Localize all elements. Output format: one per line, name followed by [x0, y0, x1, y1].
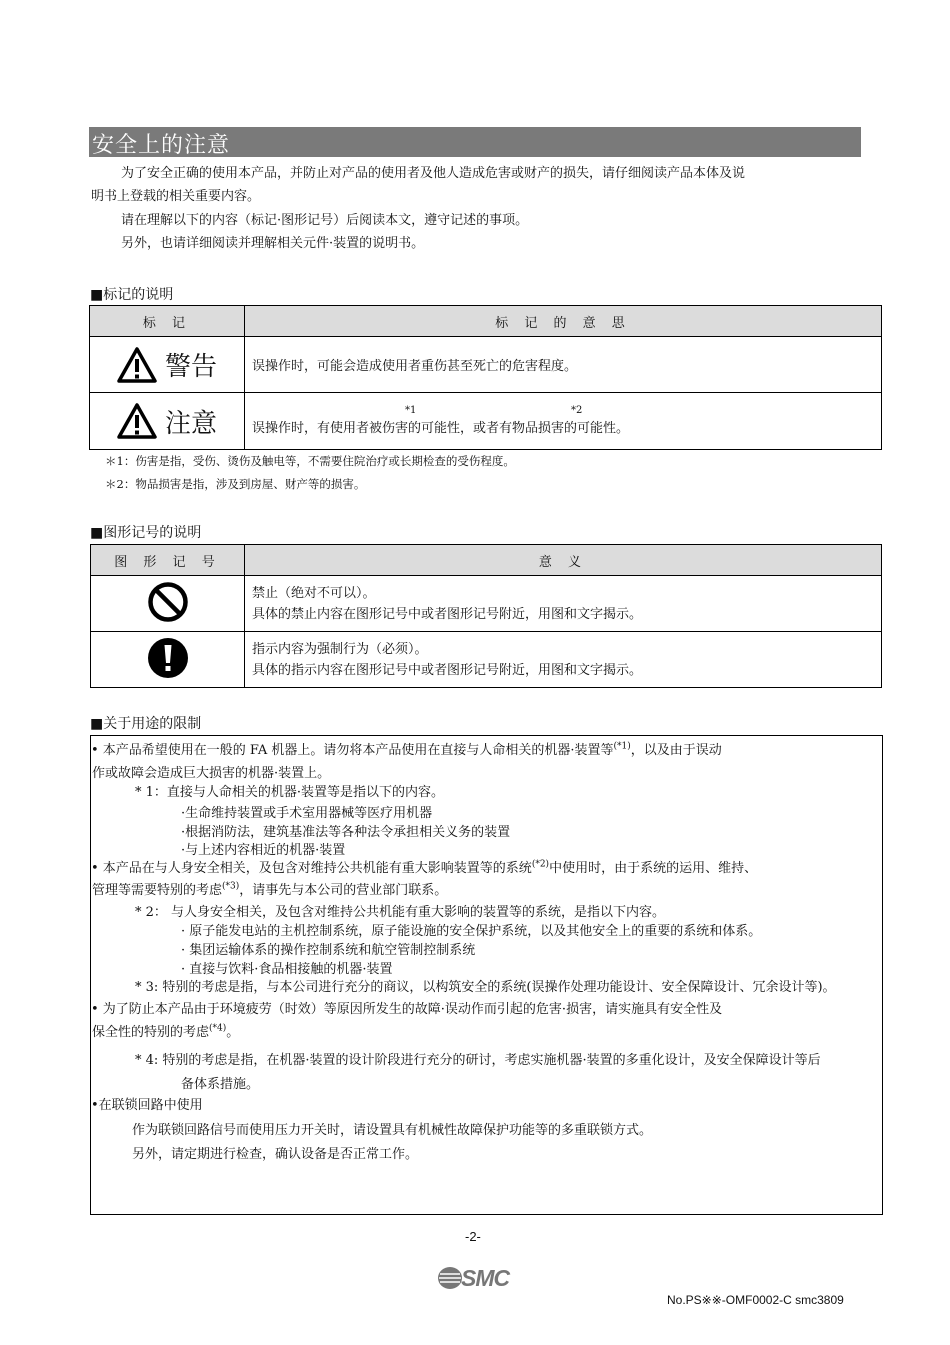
caution-label: 注意 — [164, 408, 217, 439]
usage-box — [90, 735, 883, 1215]
note-1-item-3: ·与上述内容相近的机器·装置 — [181, 843, 346, 858]
note-1-item-2: ·根据消防法，建筑基准法等各种法令承担相关义务的装置 — [181, 825, 511, 840]
caution-text: 误操作时，有使用者被伤害的可能性，或者有物品损害的可能性。 — [252, 420, 630, 436]
note-2-item-1: · 原子能发电站的主机控制系统，原子能设施的安全保护系统，以及其他安全上的重要的系统和体系。 — [181, 924, 762, 939]
bullet-4-head: •在联锁回路中使用 — [91, 1098, 203, 1113]
prohibit-line-2: 具体的禁止内容在图形记号中或者图形记号附近，用图和文字揭示。 — [252, 606, 643, 622]
intro-p3: 另外，也请详细阅读并理解相关元件·装置的说明书。 — [121, 236, 425, 251]
mandatory-line-1: 指示内容为强制行为（必须）。 — [252, 641, 428, 657]
note-3: * 3: 特别的考虑是指，与本公司进行充分的商议，以构筑安全的系统(误操作处理功能设计、安全保障设计、冗余设计等)。 — [135, 980, 836, 995]
intro-p1a: 为了安全正确的使用本产品，并防止对产品的使用者及他人造成危害或财产的损失，请仔细阅读产品本体及说 — [121, 166, 746, 181]
page-title: 安全上的注意 — [92, 133, 231, 158]
bullet-4-line-1: 作为联锁回路信号而使用压力开关时，请设置具有机械性故障保护功能等的多重联锁方式。 — [132, 1123, 653, 1138]
mandatory-exclamation-icon — [147, 637, 189, 679]
bullet-3-line-2: 保全性的特别的考虑$^{(*4)}$。 — [92, 1023, 240, 1040]
usage-heading: ■关于用途的限制 — [90, 716, 202, 732]
note-1-head: * 1：直接与人命相关的机器·装置等是指以下的内容。 — [135, 785, 445, 800]
symbols-heading: ■图形记号的说明 — [90, 525, 202, 541]
warning-row — [90, 337, 882, 393]
mandatory-row — [91, 632, 882, 688]
note-1: ＊1：伤害是指，受伤、烫伤及触电等，不需要住院治疗或长期检查的受伤程度。 — [105, 454, 515, 468]
intro-p1b: 明书上登载的相关重要内容。 — [91, 189, 261, 204]
prohibit-row — [91, 576, 882, 632]
caution-row — [90, 393, 882, 450]
prohibit-line-1: 禁止（绝对不可以）。 — [252, 585, 376, 601]
intro-p2: 请在理解以下的内容（标记·图形记号）后阅读本文，遵守记述的事项。 — [121, 213, 529, 228]
marks-col2: 标 记 的 意 思 — [245, 306, 882, 337]
note-2-item-3: · 直接与饮料·食品相接触的机器·装置 — [181, 962, 393, 977]
smc-logo-text: SMC — [461, 1265, 510, 1291]
bullet-3-line-1: • 为了防止本产品由于环境疲劳（时效）等原因所发生的故障·误动作而引起的危害·损害，请实施具有安全性及 — [91, 1002, 723, 1017]
marks-heading: ■标记的说明 — [90, 287, 174, 303]
bullet-2-line-2: 管理等需要特别的考虑$^{(*3)}$，请事先与本公司的营业部门联系。 — [92, 881, 448, 898]
symbols-table — [90, 544, 882, 688]
marks-table — [89, 305, 882, 450]
note-4-line-1: * 4: 特别的考虑是指，在机器·装置的设计阶段进行充分的研讨，考虑实施机器·装置的多重化设计，及安全保障设计等后 — [135, 1053, 821, 1068]
warning-text: 误操作时，可能会造成使用者重伤甚至死亡的危害程度。 — [245, 337, 882, 393]
note-1-item-1: ·生命维持装置或手术室用器械等医疗用机器 — [181, 806, 433, 821]
page-number: -2- — [465, 1229, 481, 1244]
caution-mark-1: *1 — [405, 405, 417, 416]
note-2-head: * 2： 与人身安全相关，及包含对维持公共机能有重大影响的装置等的系统，是指以下内容。 — [135, 905, 666, 920]
page-title-bar — [89, 127, 861, 157]
smc-logo — [437, 1265, 515, 1295]
warning-label: 警告 — [164, 352, 217, 382]
caution-triangle-icon — [117, 403, 157, 439]
note-2: ＊2：物品损害是指，涉及到房屋、财产等的损害。 — [105, 477, 366, 491]
bullet-1-line-1: • 本产品希望使用在一般的 FA 机器上。请勿将本产品使用在直接与人命相关的机器·装置等$^{(*1)}$，以及由于误动 — [91, 741, 722, 758]
mandatory-line-2: 具体的指示内容在图形记号中或者图形记号附近，用图和文字揭示。 — [252, 662, 643, 678]
note-4-line-2: 备体系措施。 — [181, 1077, 260, 1092]
symbols-col1: 图 形 记 号 — [91, 545, 245, 576]
prohibition-icon — [147, 581, 189, 623]
caution-mark-2: *2 — [571, 405, 583, 416]
symbols-col2: 意 义 — [245, 545, 882, 576]
bullet-4-line-2: 另外，请定期进行检查，确认设备是否正常工作。 — [132, 1147, 419, 1162]
warning-triangle-icon — [117, 347, 157, 383]
bullet-1-line-2: 作或故障会造成巨大损害的机器·装置上。 — [92, 766, 331, 781]
marks-col1: 标 记 — [90, 306, 245, 337]
note-2-item-2: · 集团运输体系的操作控制系统和航空管制控制系统 — [181, 943, 476, 958]
bullet-2-line-1: • 本产品在与人身安全相关，及包含对维持公共机能有重大影响装置等的系统$^{(*2)}$中使用时，由于系统的运用、维持、 — [91, 859, 758, 876]
doc-number: No.PS※※-OMF0002-C smc3809 — [667, 1293, 844, 1307]
